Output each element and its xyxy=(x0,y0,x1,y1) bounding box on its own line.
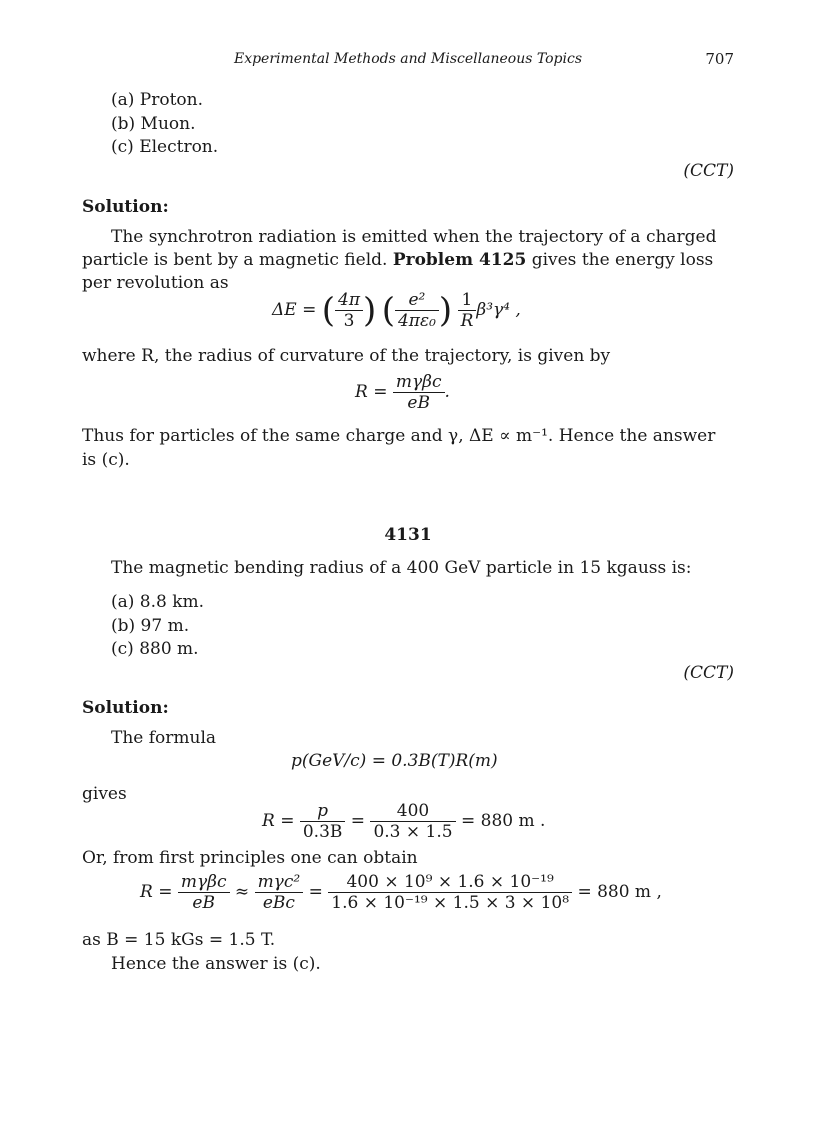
equation-radius-numeric xyxy=(262,801,545,842)
eq-sign: = xyxy=(308,882,323,902)
equation-momentum: p(GeV/c) = 0.3B(T)R(m) xyxy=(291,751,498,771)
option-c: (c) 880 m. xyxy=(111,639,199,659)
problem-number: 4131 xyxy=(384,525,432,545)
numerator: 4π xyxy=(335,290,363,311)
page-number: 707 xyxy=(705,50,734,68)
solution-heading: Solution: xyxy=(82,698,169,718)
running-title: Experimental Methods and Miscellaneous Topics xyxy=(233,51,583,67)
denominator: eB xyxy=(407,393,430,413)
option-a: (a) 8.8 km. xyxy=(111,592,205,612)
fraction xyxy=(393,372,445,413)
problem-statement: The magnetic bending radius of a 400 GeV particle in 15 kgauss is: xyxy=(111,558,692,578)
paragraph-line: Hence the answer is (c). xyxy=(111,954,321,974)
option-b: (b) Muon. xyxy=(111,114,196,134)
eq-tail: . xyxy=(444,382,450,402)
eq-lhs: ΔE = xyxy=(272,300,317,320)
eq-tail: β³γ⁴ , xyxy=(476,300,521,320)
equation-first-principles xyxy=(140,872,662,913)
eq-tail: = 880 m . xyxy=(460,811,546,831)
fraction xyxy=(300,801,346,842)
fraction xyxy=(395,290,439,331)
denominator: eB xyxy=(192,893,215,913)
fraction xyxy=(370,801,455,842)
paren-close: ) xyxy=(438,290,453,331)
numerator: p xyxy=(300,801,346,822)
denominator: 1.6 × 10⁻¹⁹ × 1.5 × 3 × 10⁸ xyxy=(331,893,570,913)
paren-close: ) xyxy=(363,290,377,331)
solution-heading: Solution: xyxy=(82,197,169,217)
denominator: 0.3B xyxy=(302,822,343,842)
numerator: 400 xyxy=(370,801,455,822)
equation-radius xyxy=(355,372,450,413)
fraction xyxy=(178,872,230,913)
eq-lhs: R = xyxy=(262,811,295,831)
fraction xyxy=(255,872,304,913)
numerator: 1 xyxy=(458,290,477,311)
paragraph-line: The formula xyxy=(111,728,217,748)
numerator: mγβc xyxy=(178,872,230,893)
option-a: (a) Proton. xyxy=(111,90,204,110)
text-run: gives the energy loss xyxy=(531,250,714,270)
numerator: mγβc xyxy=(393,372,445,393)
text-run: particle is bent by a magnetic field. xyxy=(82,250,388,270)
numerator: mγc² xyxy=(255,872,304,893)
eq-lhs: R = xyxy=(140,882,173,902)
paragraph-line: as B = 15 kGs = 1.5 T. xyxy=(82,930,276,950)
option-b: (b) 97 m. xyxy=(111,616,190,636)
denominator: 3 xyxy=(343,311,355,331)
paren-open: ( xyxy=(321,290,336,331)
paragraph-line: The synchrotron radiation is emitted when the trajectory of a charged xyxy=(111,227,717,247)
paragraph-line: per revolution as xyxy=(82,273,229,293)
numerator: 400 × 10⁹ × 1.6 × 10⁻¹⁹ xyxy=(328,872,572,893)
denominator: 0.3 × 1.5 xyxy=(373,822,453,842)
paragraph-line xyxy=(82,249,734,272)
paren-open: ( xyxy=(381,290,395,331)
source-tag: (CCT) xyxy=(683,663,734,683)
denominator: R xyxy=(460,311,474,331)
eq-tail: = 880 m , xyxy=(577,882,662,902)
fraction xyxy=(458,290,477,331)
paragraph-line: gives xyxy=(82,784,127,804)
numerator: e² xyxy=(395,290,439,311)
paragraph-line: is (c). xyxy=(82,450,130,470)
denominator: 4πε₀ xyxy=(397,311,436,331)
source-tag: (CCT) xyxy=(683,161,734,181)
fraction xyxy=(328,872,572,913)
eq-lhs: R = xyxy=(355,382,388,402)
paragraph-line: where R, the radius of curvature of the trajectory, is given by xyxy=(82,346,611,366)
equation-energy-loss xyxy=(272,290,521,331)
option-c: (c) Electron. xyxy=(111,137,219,157)
eq-sign: ≈ xyxy=(234,882,250,902)
paragraph-line: Or, from first principles one can obtain xyxy=(82,848,418,868)
eq-sign: = xyxy=(350,811,366,831)
fraction xyxy=(335,290,363,331)
denominator: eBc xyxy=(262,893,295,913)
paragraph-line: Thus for particles of the same charge and γ, ΔE ∝ m⁻¹. Hence the answer xyxy=(82,426,716,446)
problem-reference: Problem 4125 xyxy=(392,250,527,270)
